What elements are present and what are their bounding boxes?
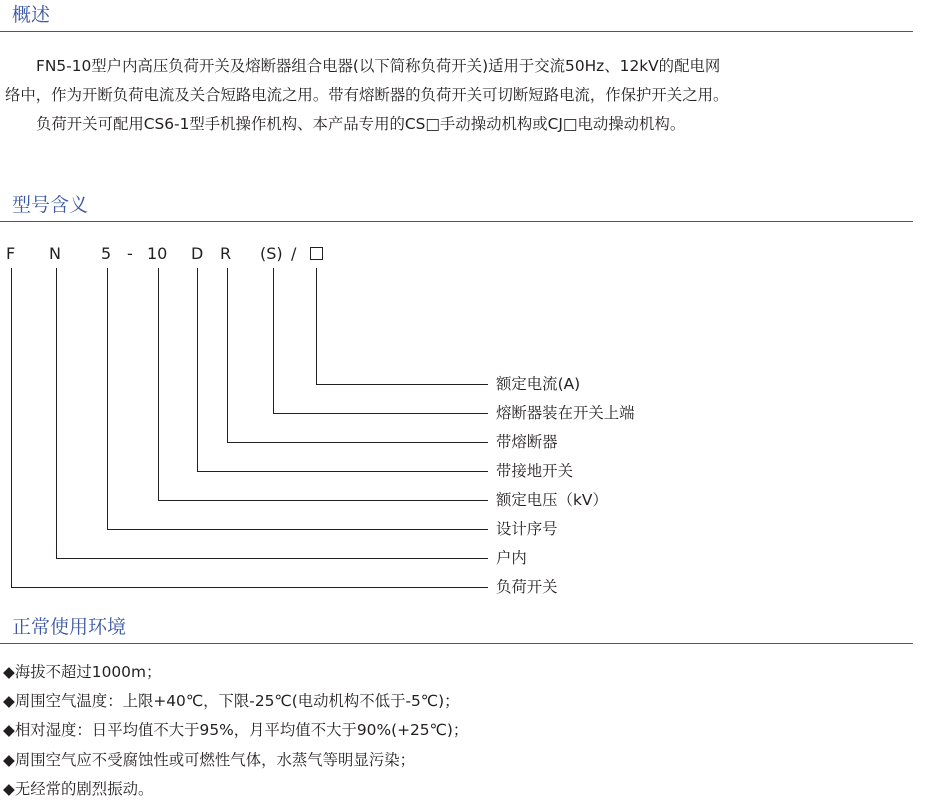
list-item: ◆周围空气应不受腐蚀性或可燃性气体，水蒸气等明显污染； (3, 750, 416, 769)
section-divider (0, 31, 913, 32)
label-design-serial: 设计序号 (496, 520, 558, 538)
list-item: ◆相对湿度：日平均值不大于95%，月平均值不大于90%(+25℃)； (3, 721, 469, 740)
code-char-s: (S) (260, 244, 283, 263)
leader-vertical (227, 268, 228, 442)
overview-line-3: 负荷开关可配用CS6-1型手机操作机构、本产品专用的CS□手动操动机构或CJ□电动操动机构。 (36, 115, 686, 133)
code-char-10: 10 (147, 244, 168, 263)
leader-vertical (273, 268, 274, 413)
list-item: ◆无经常的剧烈振动。 (3, 779, 154, 798)
section-divider (0, 643, 913, 644)
list-item: ◆周围空气温度：上限+40℃，下限-25℃(电动机构不低于-5℃)； (3, 692, 460, 711)
diamond-bullet-icon: ◆ (3, 692, 15, 711)
leader-horizontal (316, 384, 488, 385)
leader-vertical (316, 268, 317, 384)
leader-vertical (158, 268, 159, 500)
leader-vertical (107, 268, 108, 529)
environment-list (3, 658, 918, 804)
leader-vertical (56, 268, 57, 558)
overview-paragraph (5, 52, 915, 139)
diamond-bullet-icon: ◆ (3, 779, 15, 798)
label-indoor: 户内 (496, 549, 527, 567)
leader-horizontal (11, 587, 488, 588)
leader-vertical (11, 268, 12, 587)
diamond-bullet-icon: ◆ (3, 721, 15, 740)
list-item: ◆海拔不超过1000m； (3, 663, 162, 681)
leader-horizontal (158, 500, 488, 501)
overview-line-2: 络中，作为开断负荷电流及关合短路电流之用。带有熔断器的负荷开关可切断短路电流，作保护开关之用。 (5, 86, 729, 104)
section-title-environment: 正常使用环境 (12, 616, 127, 638)
code-slash: / (291, 244, 297, 263)
code-char-f: F (6, 244, 16, 263)
code-char-r: R (220, 244, 232, 263)
leader-horizontal (197, 471, 488, 472)
code-rating-box (310, 247, 323, 260)
leader-horizontal (227, 442, 488, 443)
overview-line-1: FN5-10型户内高压负荷开关及熔断器组合电器(以下简称负荷开关)适用于交流50Hz、12kV的配电网 (36, 57, 721, 75)
diamond-bullet-icon: ◆ (3, 750, 15, 769)
section-title-model: 型号含义 (12, 194, 89, 216)
code-char-5: 5 (101, 244, 112, 263)
diamond-bullet-icon: ◆ (3, 663, 15, 681)
label-load-switch: 负荷开关 (496, 578, 558, 596)
label-rated-current: 额定电流(A) (496, 375, 581, 393)
section-title-overview: 概述 (12, 4, 51, 26)
label-rated-voltage: 额定电压（kV） (496, 491, 608, 509)
code-dash: - (127, 244, 133, 263)
section-divider (0, 221, 913, 222)
leader-vertical (197, 268, 198, 471)
label-fuse-top-mounted: 熔断器装在开关上端 (496, 404, 635, 422)
label-with-fuse: 带熔断器 (496, 433, 558, 451)
code-char-d: D (191, 244, 204, 263)
label-with-earthing-switch: 带接地开关 (496, 462, 573, 480)
code-char-n: N (49, 244, 61, 263)
leader-horizontal (56, 558, 488, 559)
leader-horizontal (273, 413, 488, 414)
leader-horizontal (107, 529, 488, 530)
